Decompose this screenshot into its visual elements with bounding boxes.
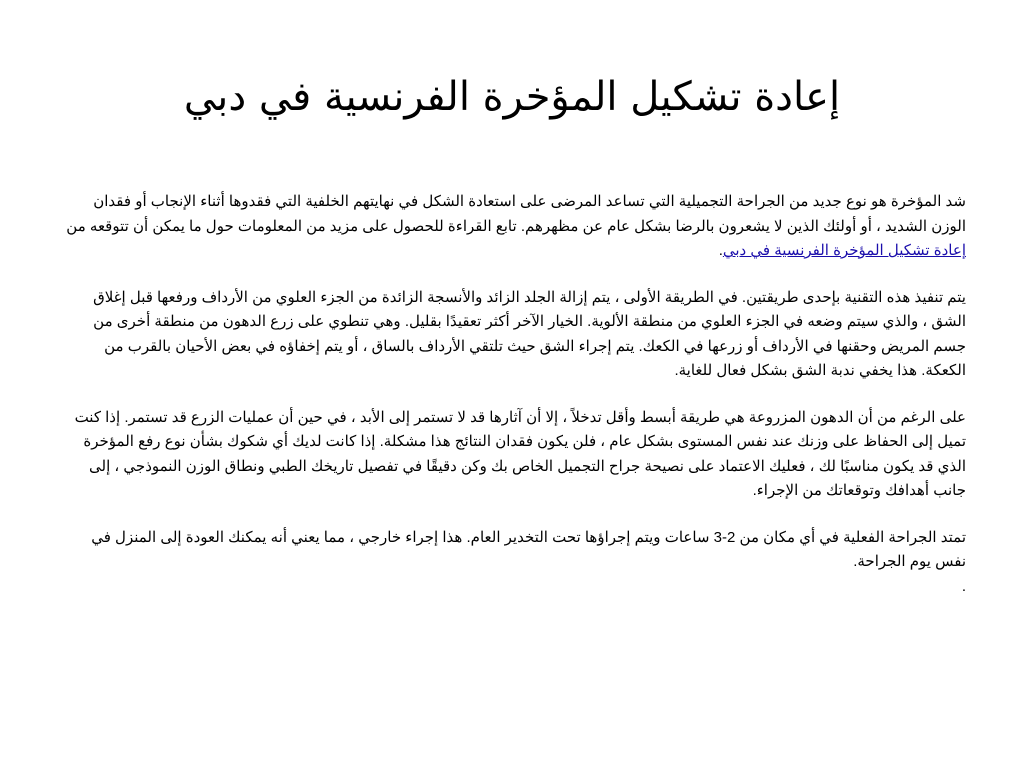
ending-dot: . bbox=[961, 577, 966, 595]
paragraph-results: على الرغم من أن الدهون المزروعة هي طريقة أبسط وأقل تدخلاً ، إلا أن آثارها قد لا تستمر إلى الأبد ، في حين أن عمليات الزرع قد تستمر. إذا كنت تميل إلى الحفاظ على وزنك عند نفس المستوى بشكل عام ، فلن يكون فقدان النتائج هذا مشكلة. إذا كانت لديك أي شكوك بشأن نوع رفع المؤخرة الذي قد يكون مناسبًا لك ، فعليك الاعتماد على نصيحة جراح التجميل الخاص بك وكن دقيقًا في تفصيل تاريخك الطبي ونطاق الوزن النموذجي ، إلى جانب أهدافك وتوقعاتك من الإجراء. bbox=[74, 408, 966, 499]
french-buttock-lift-dubai-link[interactable]: إعادة تشكيل المؤخرة الفرنسية في دبي bbox=[722, 242, 966, 259]
page-title: إعادة تشكيل المؤخرة الفرنسية في دبي bbox=[183, 74, 841, 120]
paragraph-surgery: تمتد الجراحة الفعلية في أي مكان من 2-3 ساعات ويتم إجراؤها تحت التخدير العام. هذا إجراء خارجي ، مما يعني أنه يمكنك العودة إلى المنزل في نفس يوم الجراحة. bbox=[91, 528, 966, 570]
paragraph-techniques: يتم تنفيذ هذه التقنية بإحدى طريقتين. في الطريقة الأولى ، يتم إزالة الجلد الزائد والأنسجة الزائدة من الجزء العلوي من الأرداف ورفعها قبل إغلاق الشق ، والذي سيتم وضعه في الجزء العلوي من منطقة الألوية. الخيار الآخر أكثر تعقيدًا بقليل. وهي تنطوي على زرع الدهون من منطقة أخرى من جسم المريض وحقنها في الأرداف أو زرعها في الكعك. يتم إجراء الشق حيث تلتقي الأرداف بالساق ، أو يتم إخفاؤه في بعض الأحيان بالقرب من الكعكة. هذا يخفي ندبة الشق بشكل فعال للغاية. bbox=[93, 288, 966, 379]
paragraph-intro bbox=[58, 190, 966, 264]
paragraph-intro-text: شد المؤخرة هو نوع جديد من الجراحة التجميلية التي تساعد المرضى على استعادة الشكل في نهايتهم الخلفية التي فقدوها أثناء الإنجاب أو فقدان الوزن الشديد ، أو أولئك الذين لا يشعرون بالرضا بشكل عام عن مظهرهم. تابع القراءة للحصول على مزيد من المعلومات حول ما يمكن أن تتوقعه من bbox=[66, 193, 966, 235]
article-body bbox=[58, 190, 966, 599]
paragraph-intro-end: . bbox=[718, 242, 723, 259]
